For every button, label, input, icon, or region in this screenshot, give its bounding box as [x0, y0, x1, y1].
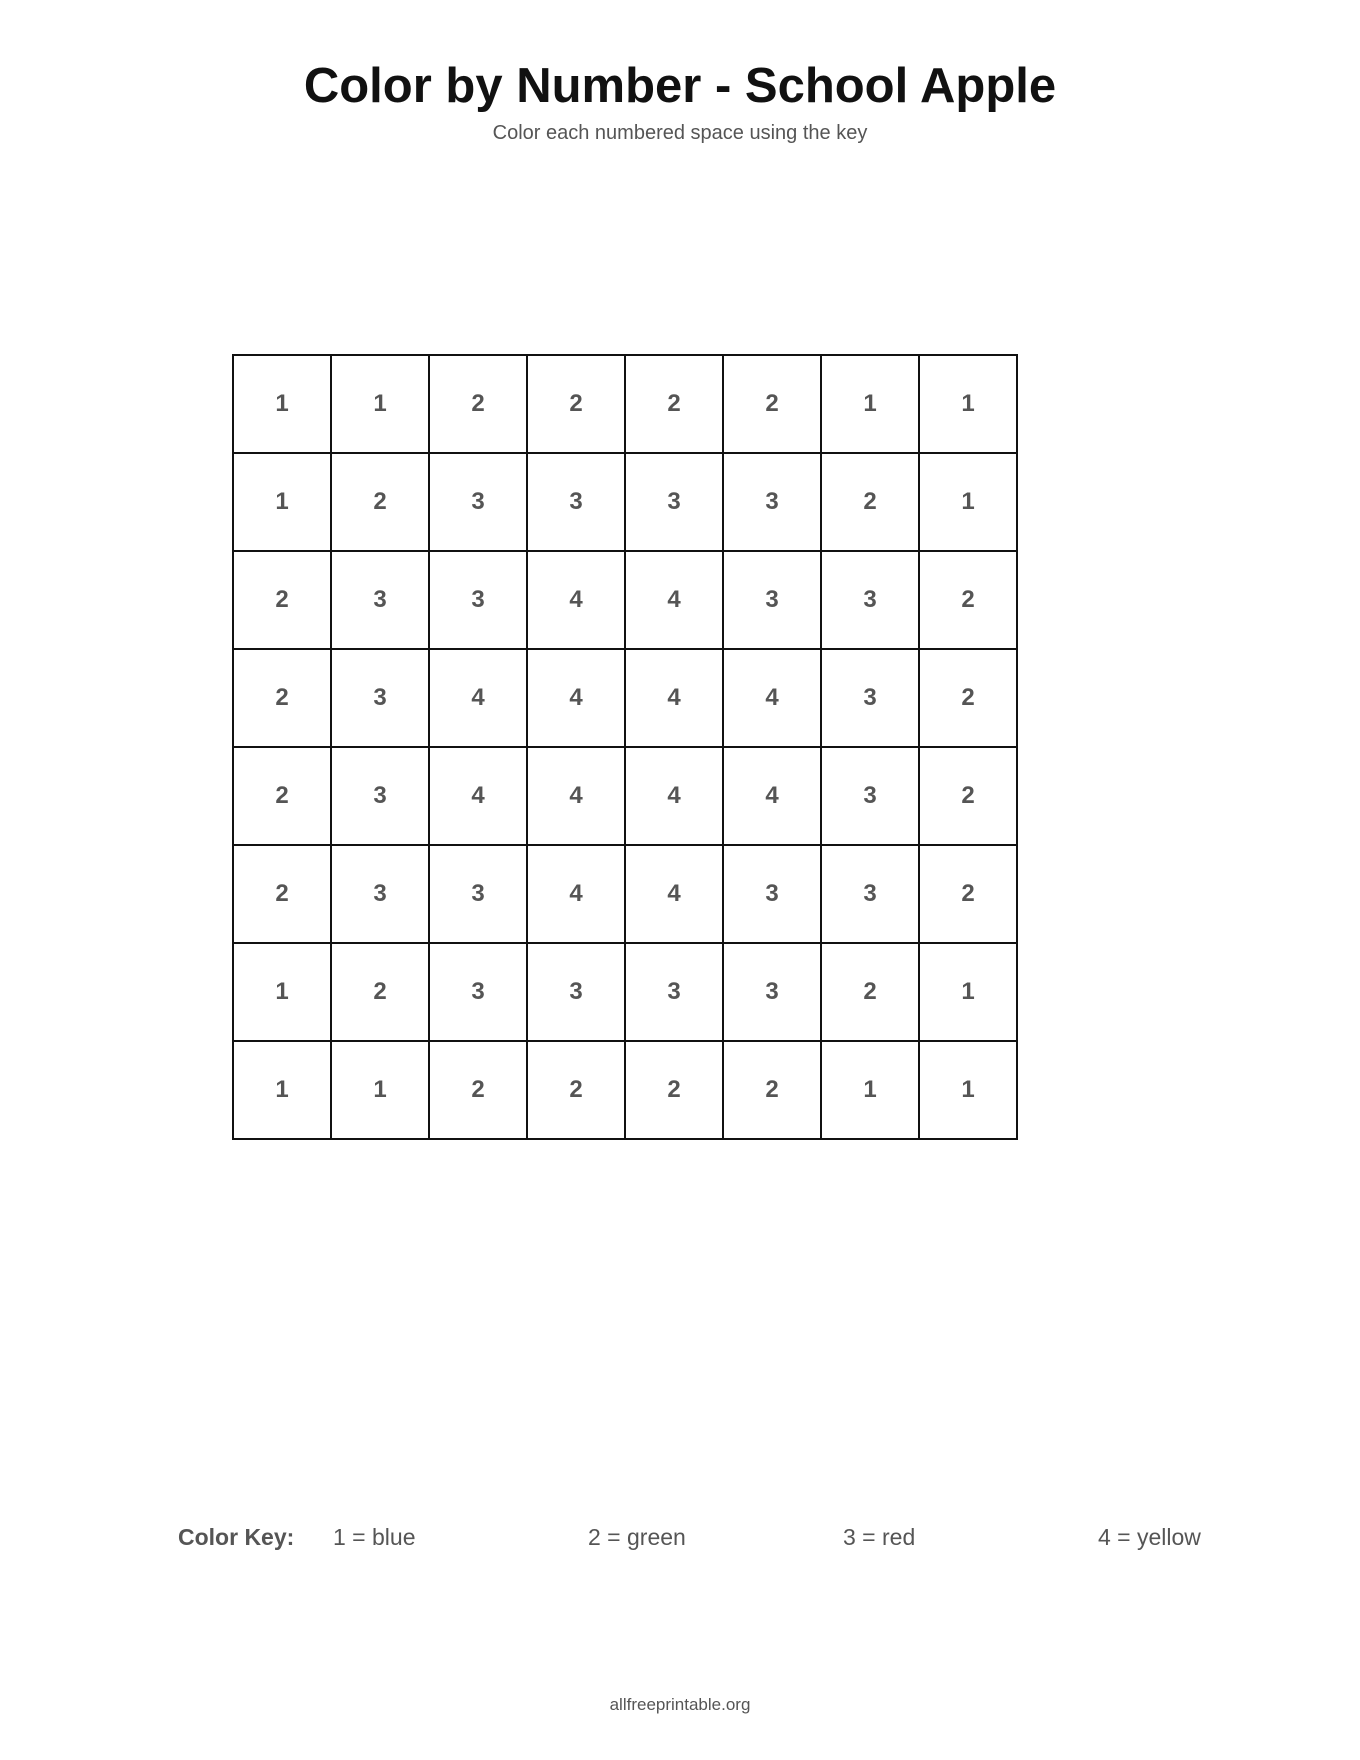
- grid-row: [233, 1041, 1017, 1139]
- grid-cell: 3: [331, 747, 429, 845]
- grid-cell: 3: [723, 845, 821, 943]
- grid-cell: 3: [527, 453, 625, 551]
- grid-row: [233, 845, 1017, 943]
- grid-cell: 3: [821, 649, 919, 747]
- grid-cell: 2: [527, 1041, 625, 1139]
- grid-cell: 2: [919, 551, 1017, 649]
- grid-cell: 3: [331, 551, 429, 649]
- grid-cell: 3: [723, 453, 821, 551]
- grid-cell: 2: [233, 747, 331, 845]
- grid-cell: 2: [919, 845, 1017, 943]
- grid-cell: 4: [527, 845, 625, 943]
- footer-source: allfreeprintable.org: [609, 1695, 751, 1714]
- grid-cell: 2: [919, 649, 1017, 747]
- grid-cell: 1: [821, 1041, 919, 1139]
- grid-cell: 4: [625, 845, 723, 943]
- grid-cell: 2: [233, 649, 331, 747]
- grid-cell: 4: [527, 747, 625, 845]
- grid-cell: 3: [527, 943, 625, 1041]
- color-key-item-3: 3 = red: [843, 1524, 916, 1550]
- grid-cell: 3: [625, 453, 723, 551]
- color-key: [0, 1522, 1360, 1552]
- grid-cell: 1: [919, 453, 1017, 551]
- grid-cell: 4: [625, 747, 723, 845]
- grid-cell: 4: [429, 649, 527, 747]
- grid-cell: 1: [919, 943, 1017, 1041]
- color-key-item-2: 2 = green: [588, 1524, 686, 1550]
- grid-cell: 1: [331, 1041, 429, 1139]
- grid-cell: 2: [233, 845, 331, 943]
- grid-cell: 3: [821, 551, 919, 649]
- grid-cell: 3: [723, 943, 821, 1041]
- grid-cell: 2: [233, 551, 331, 649]
- page-title: Color by Number - School Apple: [303, 59, 1057, 113]
- grid-cell: 2: [723, 1041, 821, 1139]
- grid-cell: 3: [625, 943, 723, 1041]
- grid-row: [233, 747, 1017, 845]
- grid-row: [233, 551, 1017, 649]
- color-key-item-1: 1 = blue: [333, 1524, 416, 1550]
- grid-cell: 3: [331, 845, 429, 943]
- grid-cell: 1: [919, 355, 1017, 453]
- grid-cell: 1: [233, 943, 331, 1041]
- grid-row: [233, 355, 1017, 453]
- grid-cell: 3: [429, 845, 527, 943]
- grid-cell: 1: [331, 355, 429, 453]
- grid-cell: 4: [429, 747, 527, 845]
- grid-cell: 2: [331, 453, 429, 551]
- grid-cell: 3: [821, 845, 919, 943]
- grid-cell: 1: [233, 355, 331, 453]
- page-subtitle: Color each numbered space using the key: [492, 122, 868, 144]
- grid-cell: 1: [821, 355, 919, 453]
- grid-cell: 3: [331, 649, 429, 747]
- grid-cell: 3: [429, 943, 527, 1041]
- grid-cell: 4: [723, 649, 821, 747]
- grid-cell: 2: [723, 355, 821, 453]
- grid-cell: 3: [429, 453, 527, 551]
- grid-row: [233, 453, 1017, 551]
- grid-cell: 2: [821, 453, 919, 551]
- grid-cell: 4: [527, 551, 625, 649]
- grid-cell: 2: [821, 943, 919, 1041]
- grid-cell: 2: [625, 1041, 723, 1139]
- grid-cell: 3: [429, 551, 527, 649]
- color-by-number-grid: [232, 354, 1018, 1140]
- grid-row: [233, 943, 1017, 1041]
- grid-cell: 1: [233, 453, 331, 551]
- color-key-label: Color Key:: [178, 1524, 295, 1550]
- grid-cell: 4: [625, 649, 723, 747]
- grid-cell: 2: [429, 1041, 527, 1139]
- grid-cell: 1: [919, 1041, 1017, 1139]
- grid-cell: 4: [723, 747, 821, 845]
- grid-cell: 4: [527, 649, 625, 747]
- grid-cell: 2: [527, 355, 625, 453]
- grid-cell: 3: [723, 551, 821, 649]
- grid-row: [233, 649, 1017, 747]
- grid-cell: 2: [429, 355, 527, 453]
- grid-cell: 4: [625, 551, 723, 649]
- grid-cell: 2: [331, 943, 429, 1041]
- color-key-item-4: 4 = yellow: [1098, 1524, 1201, 1550]
- grid-cell: 1: [233, 1041, 331, 1139]
- grid-cell: 3: [821, 747, 919, 845]
- grid-cell: 2: [625, 355, 723, 453]
- grid-cell: 2: [919, 747, 1017, 845]
